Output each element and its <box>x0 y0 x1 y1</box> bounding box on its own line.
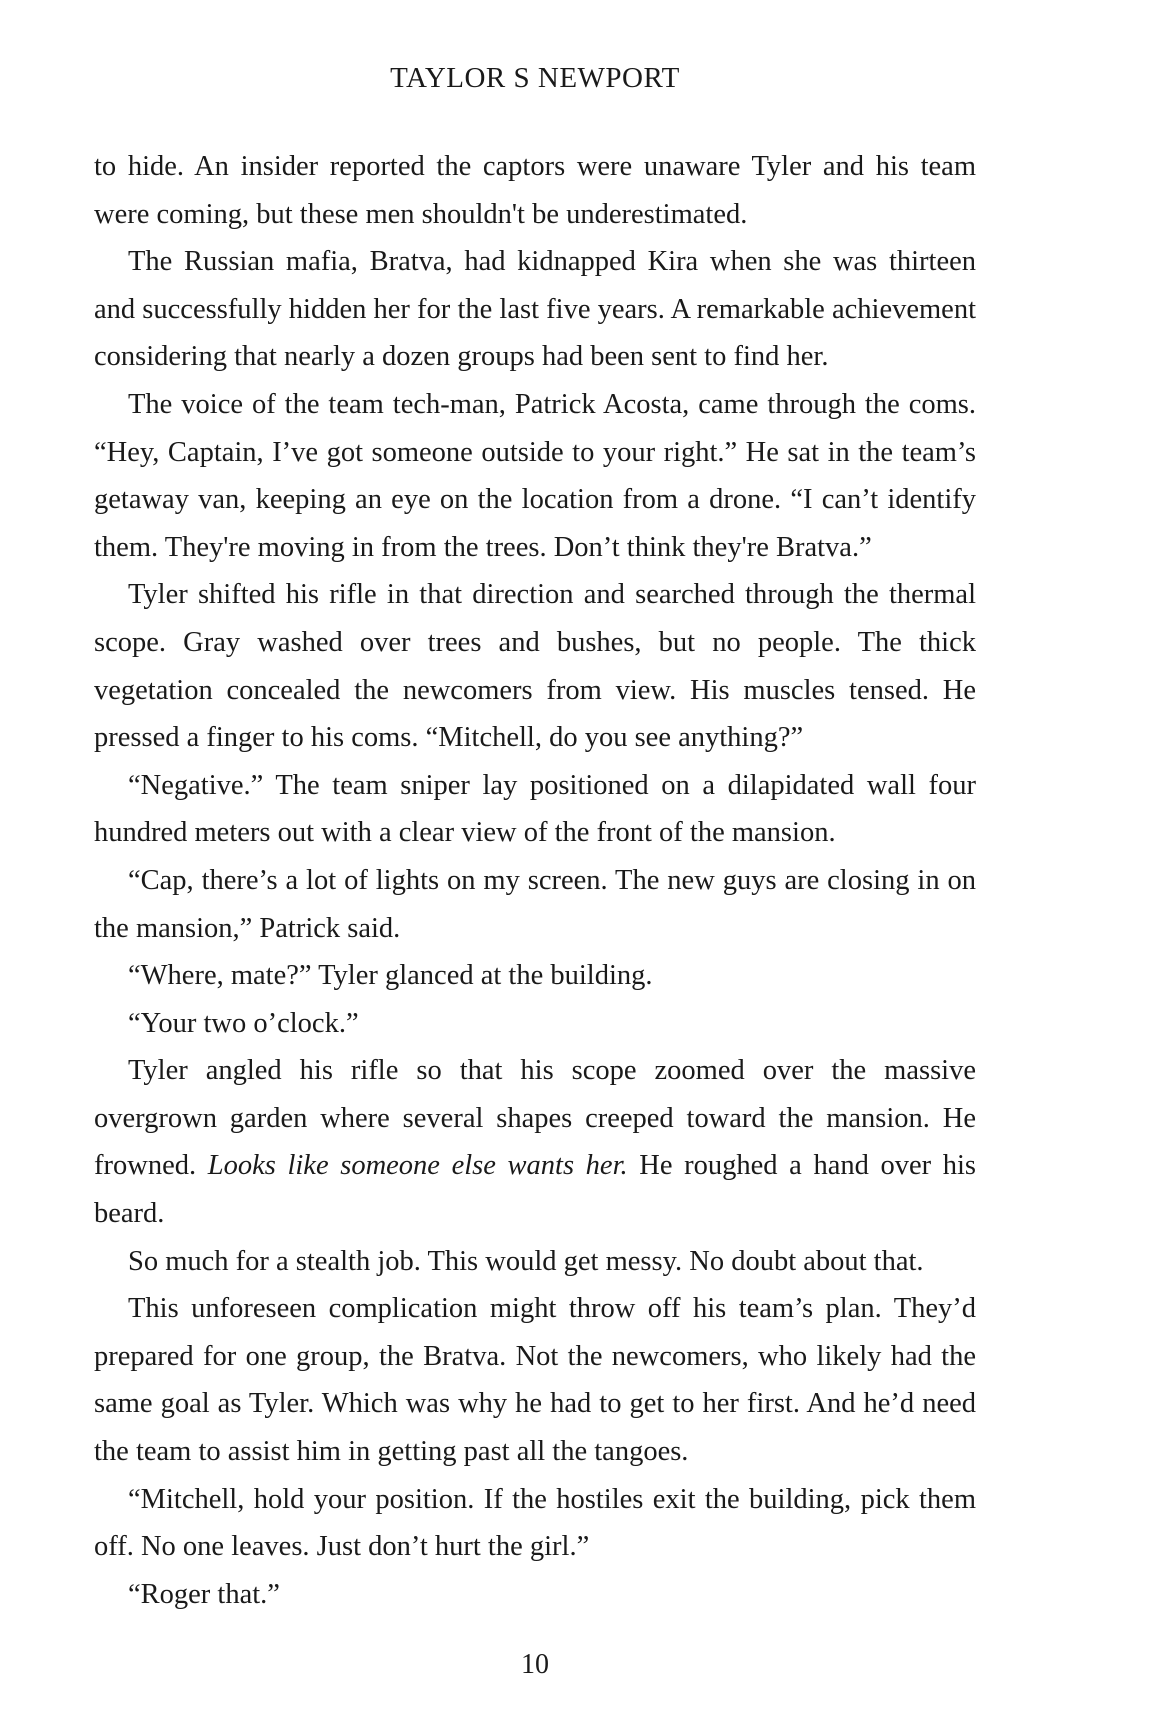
paragraph-12: “Mitchell, hold your position. If the hostiles exit the building, pick them off. No one leaves. Just don’t hurt the girl.” <box>94 1483 976 1563</box>
paragraph-1: to hide. An insider reported the captors were unaware Tyler and his team were coming, but these men shouldn't be underestimated. <box>94 151 976 230</box>
body-text <box>94 143 976 1618</box>
page-number: 10 <box>521 1649 549 1680</box>
paragraph-3: The voice of the team tech-man, Patrick Acosta, came through the coms. “Hey, Captain, I’ve got someone outside to your right.” He sat in the team’s getaway van, keeping an eye on the location from a drone. “I can’t identify them. They're moving in from the trees. Don’t think they're Bratva.” <box>94 388 976 563</box>
paragraph-9-text-before: Tyler angled his rifle so that his scope zoomed over the massive overgrown garden where several shapes creeped toward the mansion. He frowned. <box>94 1055 976 1182</box>
paragraph-6: “Cap, there’s a lot of lights on my screen. The new guys are closing in on the mansion,” Patrick said. <box>94 864 976 944</box>
paragraph-10: So much for a stealth job. This would get messy. No doubt about that. <box>128 1245 924 1277</box>
running-header: TAYLOR S NEWPORT <box>390 62 680 94</box>
paragraph-9 <box>94 1047 976 1237</box>
paragraph-8: “Your two o’clock.” <box>128 1007 359 1039</box>
paragraph-9-italic-thought: Looks like someone else wants her. <box>207 1150 628 1182</box>
paragraph-5: “Negative.” The team sniper lay positioned on a dilapidated wall four hundred meters out with a clear view of the front of the mansion. <box>94 769 976 849</box>
paragraph-13: “Roger that.” <box>128 1578 280 1610</box>
paragraph-7: “Where, mate?” Tyler glanced at the building. <box>128 960 653 992</box>
paragraph-9-text-after: He roughed a hand over his beard. <box>94 1150 977 1230</box>
paragraph-4: Tyler shifted his rifle in that direction and searched through the thermal scope. Gray washed over trees and bushes, but no people. The thick vegetation concealed the newcomers from view. His muscles tensed. He pressed a finger to his coms. “Mitchell, do you see anything?” <box>94 579 976 754</box>
paragraph-11: This unforeseen complication might throw off his team’s plan. They’d prepared for one group, the Bratva. Not the newcomers, who likely had the same goal as Tyler. Which was why he had to get to her first. And he’d need the team to assist him in getting past all the tangoes. <box>94 1293 976 1468</box>
paragraph-2: The Russian mafia, Bratva, had kidnapped Kira when she was thirteen and successfully hidden her for the last five years. A remarkable achievement considering that nearly a dozen groups had been sent to find her. <box>94 246 976 373</box>
